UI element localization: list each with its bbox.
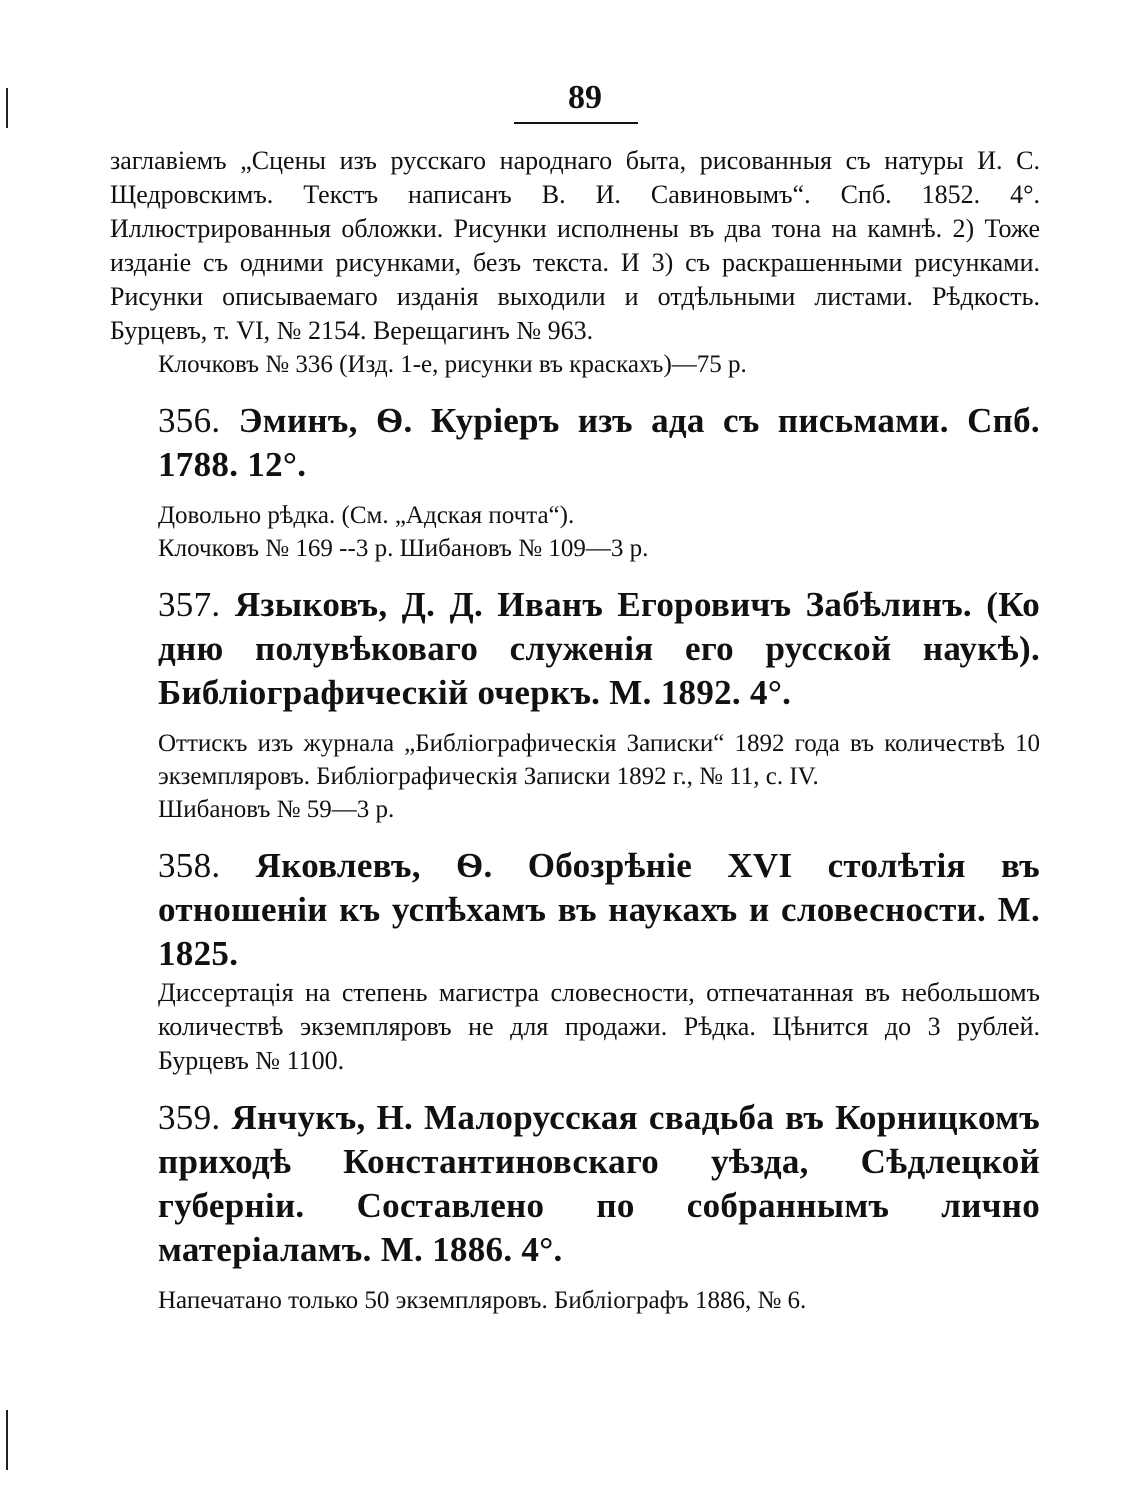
page-number: 89 bbox=[568, 79, 602, 116]
entry-heading-359 bbox=[158, 1096, 1040, 1272]
entry-heading-357 bbox=[158, 583, 1040, 715]
entry-title: Яковлевъ, Ѳ. Обозрѣніе XVI столѣтія въ отношеніи къ успѣхамъ въ наукахъ и словесности. М. 1825. bbox=[158, 846, 1040, 973]
entry-title: Эминъ, Ѳ. Куріеръ изъ ада съ письмами. Спб. 1788. 12°. bbox=[158, 401, 1040, 484]
continuation-text: заглавіемъ „Сцены изъ русскаго народнаго быта, рисованныя съ натуры И. С. Щедровскимъ. Текстъ написанъ В. И. Савиновымъ“. Спб. 1852. 4°. Иллюстрированныя обложки. Рисунки исполнены въ два тона на камнѣ. 2) Тоже изданіе съ одними рисунками, безъ текста. И 3) съ раскрашенными рисунками. Рисунки описываемаго изданія выходили и отдѣльными листами. Рѣдкость. Бурцевъ, т. VI, № 2154. Верещагинъ № 963. bbox=[110, 146, 1040, 345]
entry-heading-356 bbox=[158, 399, 1040, 487]
entry-body: Диссертація на степень магистра словесности, отпечатанная въ небольшомъ количествѣ экземпляровъ не для продажи. Рѣдка. Цѣнится до 3 рублей. Бурцевъ № 1100. bbox=[158, 978, 1040, 1075]
entry-note: Клочковъ № 169 --3 р. Шибановъ № 109—3 р. bbox=[158, 535, 649, 562]
continuation-price: Клочковъ № 336 (Изд. 1-е, рисунки въ краскахъ)—75 р. bbox=[158, 351, 747, 378]
entry-number: 358. bbox=[158, 846, 221, 885]
entry-note: Шибановъ № 59—3 р. bbox=[158, 796, 395, 823]
entry-note: Оттискъ изъ журнала „Библіографическія Записки“ 1892 года въ количествѣ 10 экземпляровъ. Библіографическія Записки 1892 г., № 11, с. IV. bbox=[158, 730, 1040, 790]
entry-heading-358 bbox=[158, 844, 1040, 976]
document-page bbox=[110, 78, 1040, 1317]
margin-mark bbox=[6, 88, 8, 128]
entry-title: Языковъ, Д. Д. Иванъ Егоровичъ Забѣлинъ. (Ко дню полувѣковаго служенія его русской наукѣ). Библіографическій очеркъ. М. 1892. 4°. bbox=[158, 585, 1040, 712]
entry-note: Довольно рѣдка. (См. „Адская почта“). bbox=[158, 502, 575, 529]
entry-number: 359. bbox=[158, 1098, 221, 1137]
entry-number: 356. bbox=[158, 401, 221, 440]
entry-note: Напечатано только 50 экземпляровъ. Библіографъ 1886, № 6. bbox=[158, 1287, 807, 1314]
page-number-rule bbox=[514, 122, 638, 124]
entry-number: 357. bbox=[158, 585, 221, 624]
margin-mark bbox=[6, 1410, 8, 1470]
entry-title: Янчукъ, Н. Малорусская свадьба въ Корницкомъ приходѣ Константиновскаго уѣзда, Сѣдлецкой губерніи. Составлено по собраннымъ лично матеріаламъ. М. 1886. 4°. bbox=[158, 1098, 1040, 1269]
